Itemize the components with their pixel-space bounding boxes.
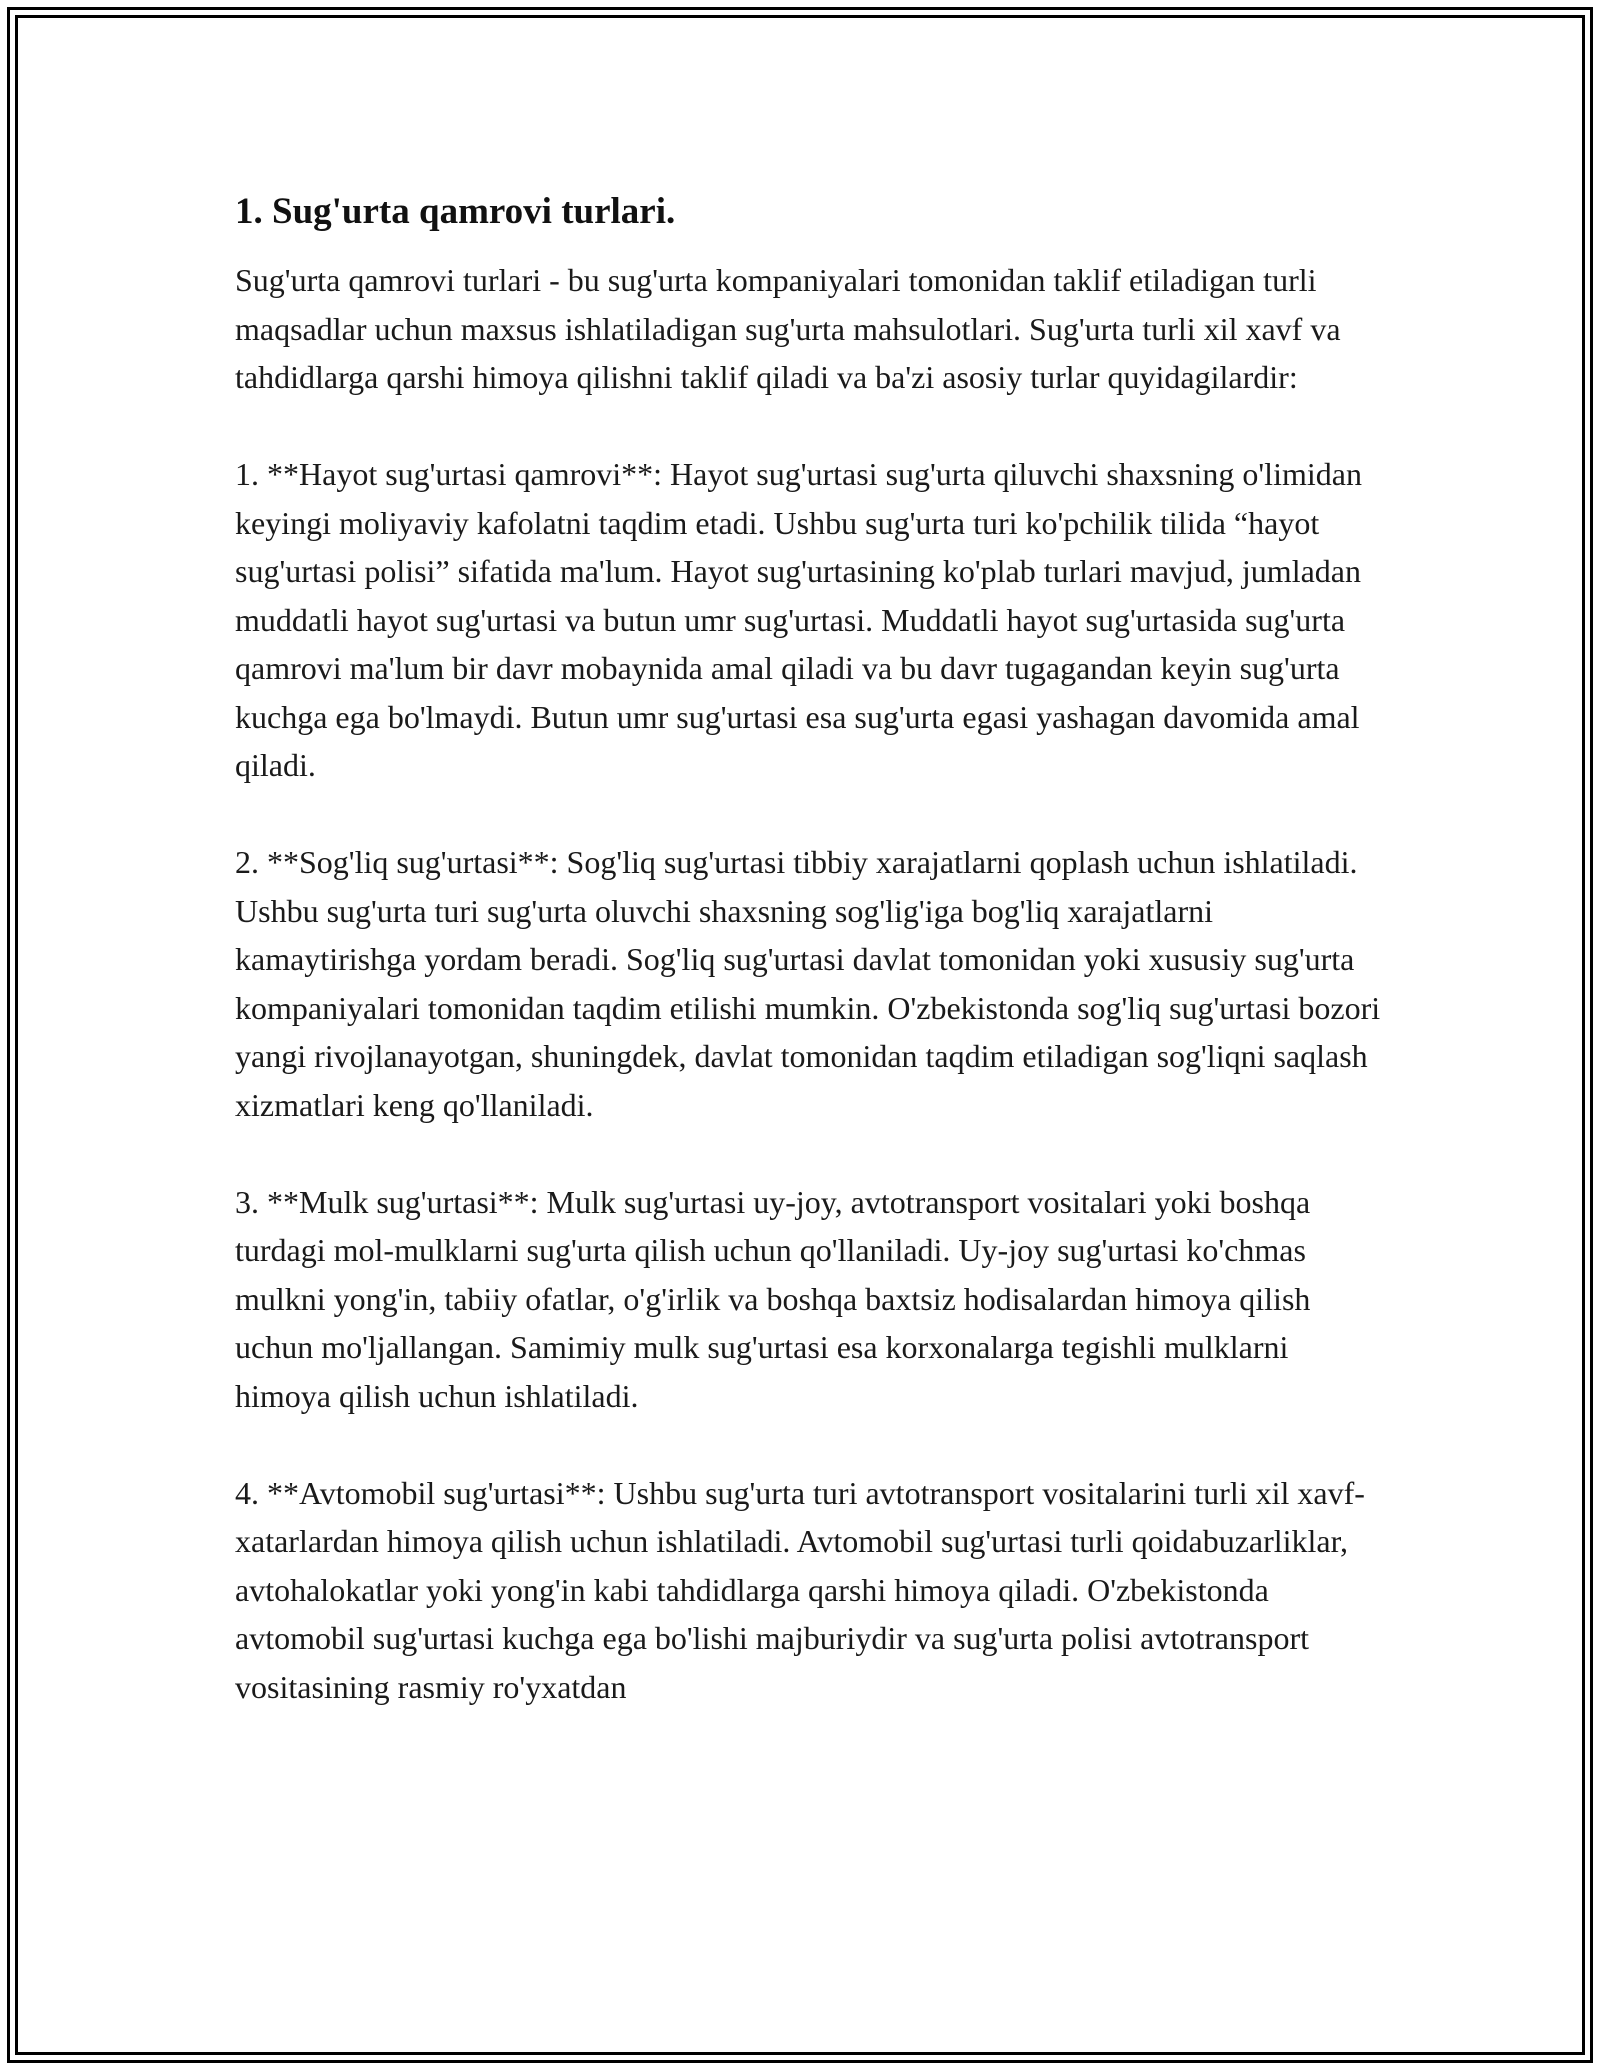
paragraph-auto-insurance: 4. **Avtomobil sug'urtasi**: Ushbu sug'urta turi avtotransport vositalarini turli xil xavf-xatarlardan himoya qilish uchun ishlatiladi. Avtomobil sug'urtasi turli qoidabuzarliklar, avtohalokatlar yoki yong'in kabi tahdidlarga qarshi himoya qiladi. O'zbekistonda avtomobil sug'urtasi kuchga ega bo'lishi majburiydir va sug'urta polisi avtotransport vositasining rasmiy ro'yxatdan	[235, 1474, 1365, 1705]
section-title: 1. Sug'urta qamrovi turlari.	[235, 191, 676, 232]
paragraph-life-insurance: 1. **Hayot sug'urtasi qamrovi**: Hayot sug'urtasi sug'urta qiluvchi shaxsning o'limidan keyingi moliyaviy kafolatni taqdim etadi. Ushbu sug'urta turi ko'pchilik tilida “hayot sug'urtasi polisi” sifatida ma'lum. Hayot sug'urtasining ko'plab turlari mavjud, jumladan muddatli hayot sug'urtasi va butun umr sug'urtasi. Muddatli hayot sug'urtasida sug'urta qamrovi ma'lum bir davr mobaynida amal qiladi va bu davr tugagandan keyin sug'urta kuchga ega bo'lmaydi. Butun umr sug'urtasi esa sug'urta egasi yashagan davomida amal qiladi.	[235, 456, 1362, 783]
intro-paragraph: Sug'urta qamrovi turlari - bu sug'urta kompaniyalari tomonidan taklif etiladigan turli maqsadlar uchun maxsus ishlatiladigan sug'urta mahsulotlari. Sug'urta turli xil xavf va tahdidlarga qarshi himoya qilishni taklif qiladi va ba'zi asosiy turlar quyidagilardir:	[235, 262, 1341, 395]
paragraph-property-insurance: 3. **Mulk sug'urtasi**: Mulk sug'urtasi uy-joy, avtotransport vositalari yoki boshqa turdagi mol-mulklarni sug'urta qilish uchun qo'llaniladi. Uy-joy sug'urtasi ko'chmas mulkni yong'in, tabiiy ofatlar, o'g'irlik va boshqa baxtsiz hodisalardan himoya qilish uchun mo'ljallangan. Samimiy mulk sug'urtasi esa korxonalarga tegishli mulklarni himoya qilish uchun ishlatiladi.	[235, 1183, 1311, 1414]
document-body	[235, 188, 1385, 1711]
paragraph-health-insurance: 2. **Sog'liq sug'urtasi**: Sog'liq sug'urtasi tibbiy xarajatlarni qoplash uchun ishlatiladi. Ushbu sug'urta turi sug'urta oluvchi shaxsning sog'lig'iga bog'liq xarajatlarni kamaytirishga yordam beradi. Sog'liq sug'urtasi davlat tomonidan yoki xususiy sug'urta kompaniyalari tomonidan taqdim etilishi mumkin. O'zbekistonda sog'liq sug'urtasi bozori yangi rivojlanayotgan, shuningdek, davlat tomonidan taqdim etiladigan sog'liqni saqlash xizmatlari keng qo'llaniladi.	[235, 844, 1381, 1123]
